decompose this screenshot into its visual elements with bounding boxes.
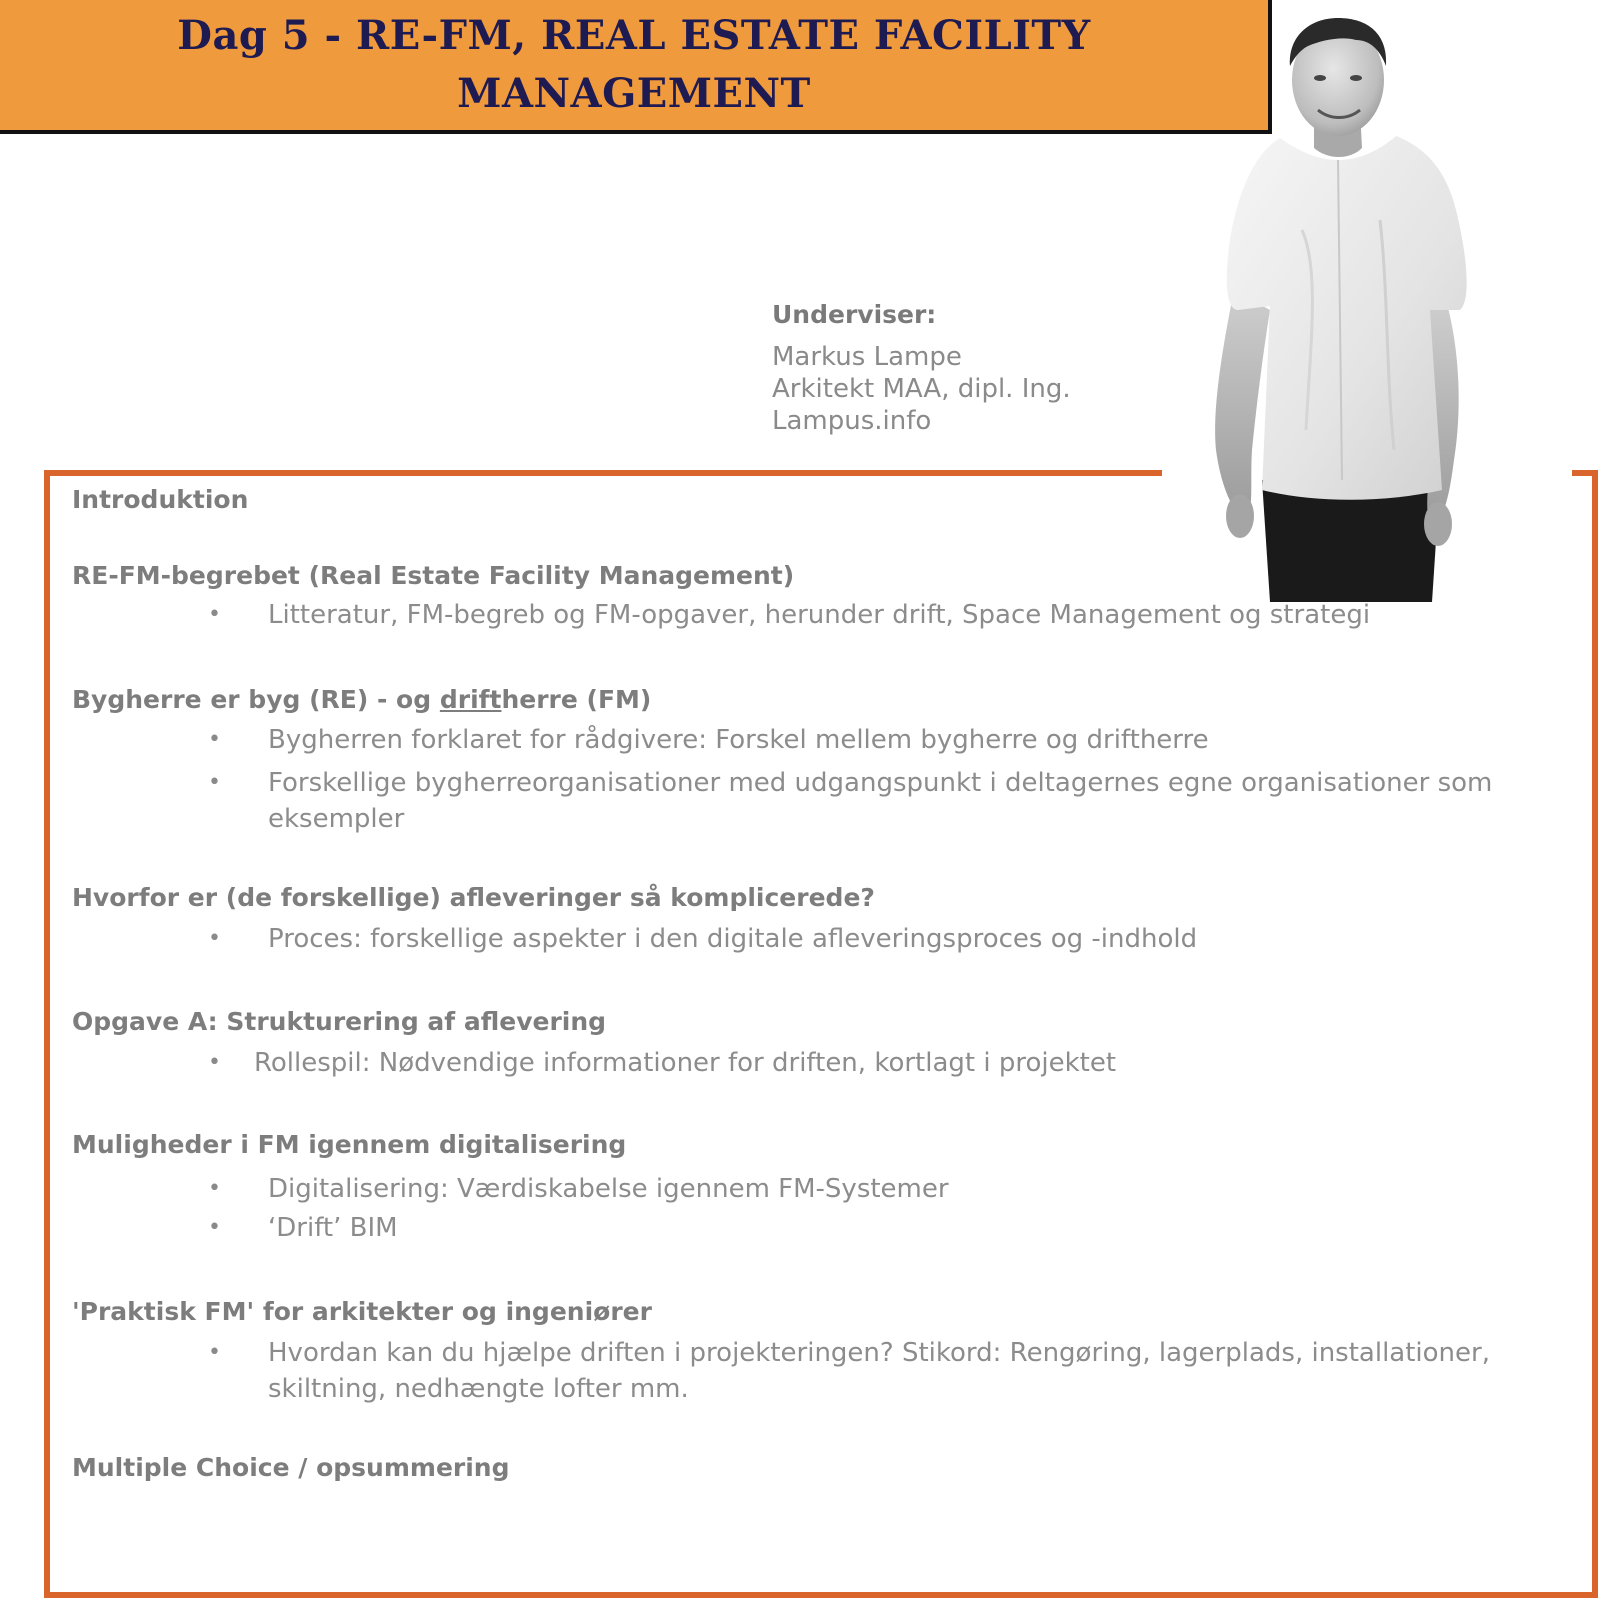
instructor-block xyxy=(772,300,1071,437)
bullet-text: Proces: forskellige aspekter i den digitale afleveringsproces og -indhold xyxy=(268,924,1198,954)
instructor-website: Lampus.info xyxy=(772,406,932,436)
bullet-text: Forskellige bygherreorganisationer med udgangspunkt i deltagernes egne organisationer som eksempler xyxy=(268,768,1493,834)
instructor-name: Markus Lampe xyxy=(772,342,962,372)
section-heading-opgave-a: Opgave A: Strukturering af aflevering xyxy=(72,1007,607,1036)
bullet-text: Litteratur, FM-begreb og FM-opgaver, herunder drift, Space Management og strategi xyxy=(268,600,1371,630)
closing-heading: Multiple Choice / opsummering xyxy=(72,1453,510,1482)
frame-top-left-border xyxy=(44,470,1162,476)
section-heading-bygherre xyxy=(72,685,651,714)
bullet-icon: • xyxy=(208,926,221,951)
section-heading-refm: RE-FM-begrebet (Real Estate Facility Management) xyxy=(72,561,795,590)
title-line-1: Dag 5 - RE-FM, REAL ESTATE FACILITY xyxy=(177,12,1091,59)
bullet-icon: • xyxy=(208,770,221,795)
bullet-text: Rollespil: Nødvendige informationer for driften, kortlagt i projektet xyxy=(254,1048,1117,1078)
section-heading-afleveringer: Hvorfor er (de forskellige) afleveringer så komplicerede? xyxy=(72,883,875,912)
heading-part-1: Bygherre er byg (RE) - og xyxy=(72,685,440,714)
page-title xyxy=(54,7,1214,123)
title-banner xyxy=(0,0,1272,134)
bullet-icon: • xyxy=(208,1215,221,1240)
instructor-heading: Underviser: xyxy=(772,300,937,329)
section-heading-digitalisering: Muligheder i FM igennem digitalisering xyxy=(72,1130,627,1159)
instructor-portrait xyxy=(1210,10,1530,602)
instructor-title: Arkitekt MAA, dipl. Ing. xyxy=(772,374,1071,404)
bullet-icon: • xyxy=(208,1050,221,1075)
frame-right-border xyxy=(1592,470,1598,1598)
bullet-text: Hvordan kan du hjælpe driften i projekteringen? Stikord: Rengøring, lagerplads, installationer, skiltning, nedhængte lofter mm. xyxy=(268,1338,1490,1404)
bullet-icon: • xyxy=(208,727,221,752)
bullet-icon: • xyxy=(208,1176,221,1201)
title-line-2: MANAGEMENT xyxy=(457,70,811,117)
bullet-text: ‘Drift’ BIM xyxy=(268,1213,398,1243)
bullet-text: Digitalisering: Værdiskabelse igennem FM-Systemer xyxy=(268,1174,949,1204)
bullet-text: Bygherren forklaret for rådgivere: Forskel mellem bygherre og driftherre xyxy=(268,725,1209,755)
frame-bottom-border xyxy=(44,1592,1598,1598)
frame-top-right-border xyxy=(1572,470,1598,476)
heading-underlined-word: drift xyxy=(439,685,502,714)
frame-left-border xyxy=(44,470,50,1598)
bullet-icon: • xyxy=(208,602,221,627)
bullet-icon: • xyxy=(208,1340,221,1365)
heading-part-2: herre (FM) xyxy=(501,685,652,714)
section-heading-praktisk-fm: 'Praktisk FM' for arkitekter og ingeniører xyxy=(72,1297,652,1326)
intro-heading: Introduktion xyxy=(72,485,249,514)
